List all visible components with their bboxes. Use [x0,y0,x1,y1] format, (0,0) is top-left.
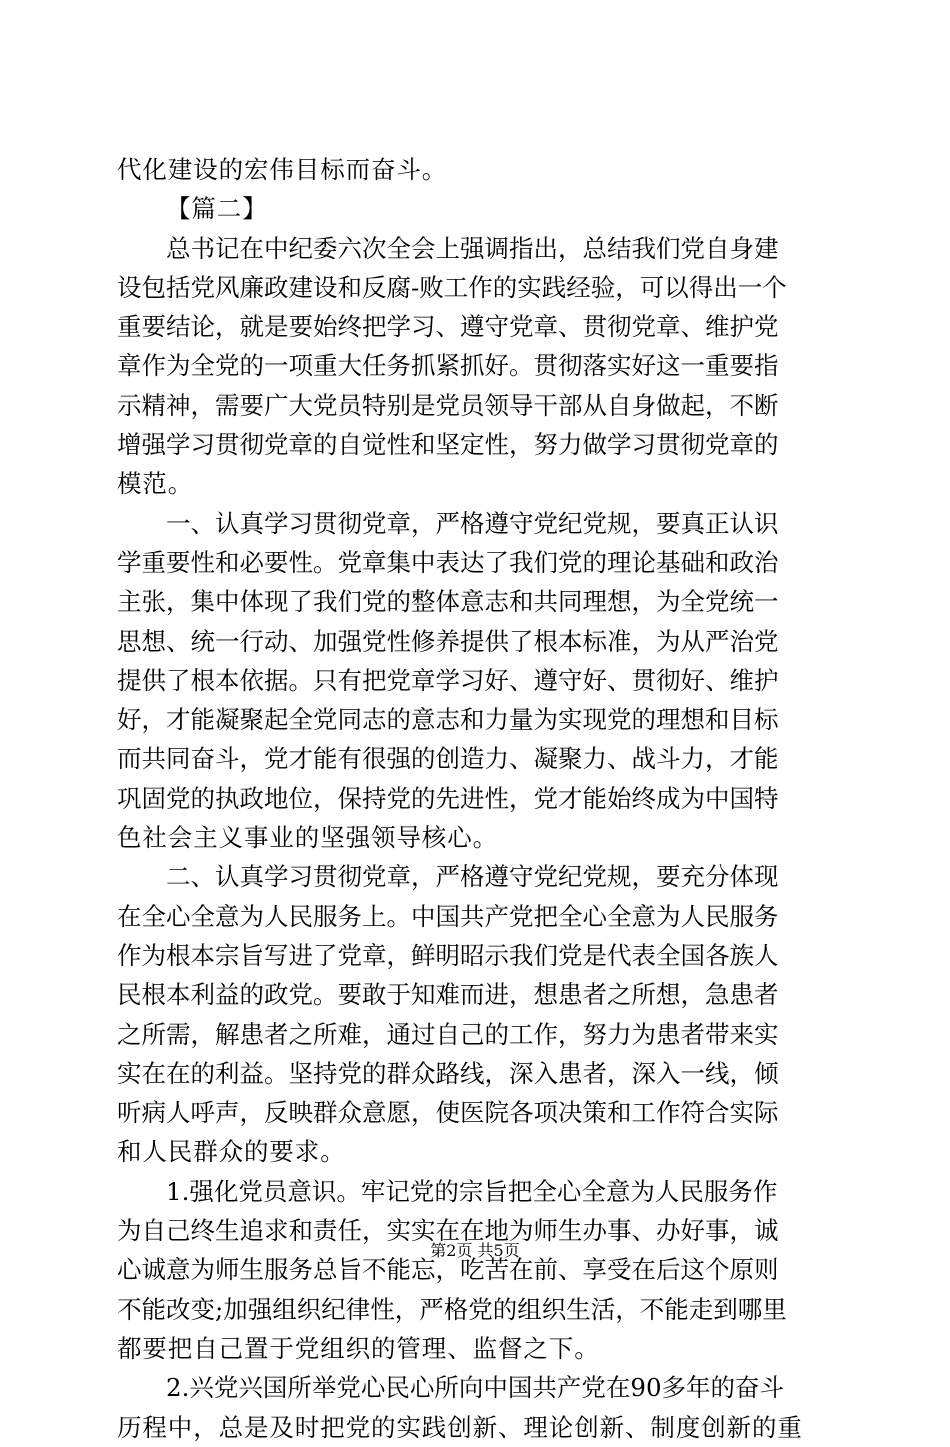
text-line: 心诚意为师生服务总旨不能忘，吃苦在前、享受在后这个原则 [117,1255,779,1285]
text-line: 历程中，总是及时把党的实践创新、理论创新、制度创新的重 [117,1412,803,1442]
text-line: 而共同奋斗，党才能有很强的创造力、凝聚力、战斗力，才能 [117,744,779,774]
text-line: 民根本利益的政党。要敢于知难而进，想患者之所想，急患者 [117,980,779,1010]
text-line: 1.强化党员意识。牢记党的宗旨把全心全意为人民服务作 [166,1176,778,1206]
text-line: 不能改变;加强组织纪律性，严格党的组织生活，不能走到哪里 [117,1294,787,1324]
text-line: 都要把自己置于党组织的管理、监督之下。 [117,1333,600,1363]
text-line: 提供了根本依据。只有把党章学习好、遵守好、贯彻好、维护 [117,665,779,695]
text-line: 章作为全党的一项重大任务抓紧抓好。贯彻落实好这一重要指 [117,351,779,381]
text-line: 示精神，需要广大党员特别是党员领导干部从自身做起，不断 [117,390,779,420]
text-line: 一、认真学习贯彻党章，严格遵守党纪党规，要真正认识 [166,508,779,538]
text-line: 学重要性和必要性。党章集中表达了我们党的理论基础和政治 [117,547,779,577]
text-line: 重要结论，就是要始终把学习、遵守党章、贯彻党章、维护党 [117,312,779,342]
text-line: 主张，集中体现了我们党的整体意志和共同理想，为全党统一 [117,587,779,617]
text-line: 【篇二】 [166,194,268,224]
text-line: 为自己终生追求和责任，实实在在地为师生办事、办好事，诚 [117,1216,779,1246]
text-line: 模范。 [117,469,194,499]
text-line: 总书记在中纪委六次全会上强调指出，总结我们党自身建 [166,233,779,263]
text-line: 听病人呼声，反映群众意愿，使医院各项决策和工作符合实际 [117,1098,779,1128]
text-line: 二、认真学习贯彻党章，严格遵守党纪党规，要充分体现 [166,862,779,892]
text-line: 代化建设的宏伟目标而奋斗。 [117,155,448,184]
text-line: 在全心全意为人民服务上。中国共产党把全心全意为人民服务 [117,901,779,931]
text-line: 之所需，解患者之所难，通过自己的工作，努力为患者带来实 [117,1019,779,1049]
text-line: 巩固党的执政地位，保持党的先进性，党才能始终成为中国特 [117,783,779,813]
text-line: 好，才能凝聚起全党同志的意志和力量为实现党的理想和目标 [117,705,779,735]
text-line: 设包括党风廉政建设和反腐-败工作的实践经验，可以得出一个 [117,272,787,302]
text-line: 作为根本宗旨写进了党章，鲜明昭示我们党是代表全国各族人 [117,940,779,970]
text-line: 思想、统一行动、加强党性修养提供了根本标准，为从严治党 [117,626,779,656]
text-line: 实在在的利益。坚持党的群众路线，深入患者，深入一线，倾 [117,1058,779,1088]
text-line: 增强学习贯彻党章的自觉性和坚定性，努力做学习贯彻党章的 [117,430,779,460]
text-line: 2.兴党兴国所举党心民心所向中国共产党在90多年的奋斗 [166,1373,785,1403]
text-line: 和人民群众的要求。 [117,1137,346,1167]
page-footer: 第2页 共5页 [430,1241,520,1260]
text-line: 色社会主义事业的坚强领导核心。 [117,823,498,853]
